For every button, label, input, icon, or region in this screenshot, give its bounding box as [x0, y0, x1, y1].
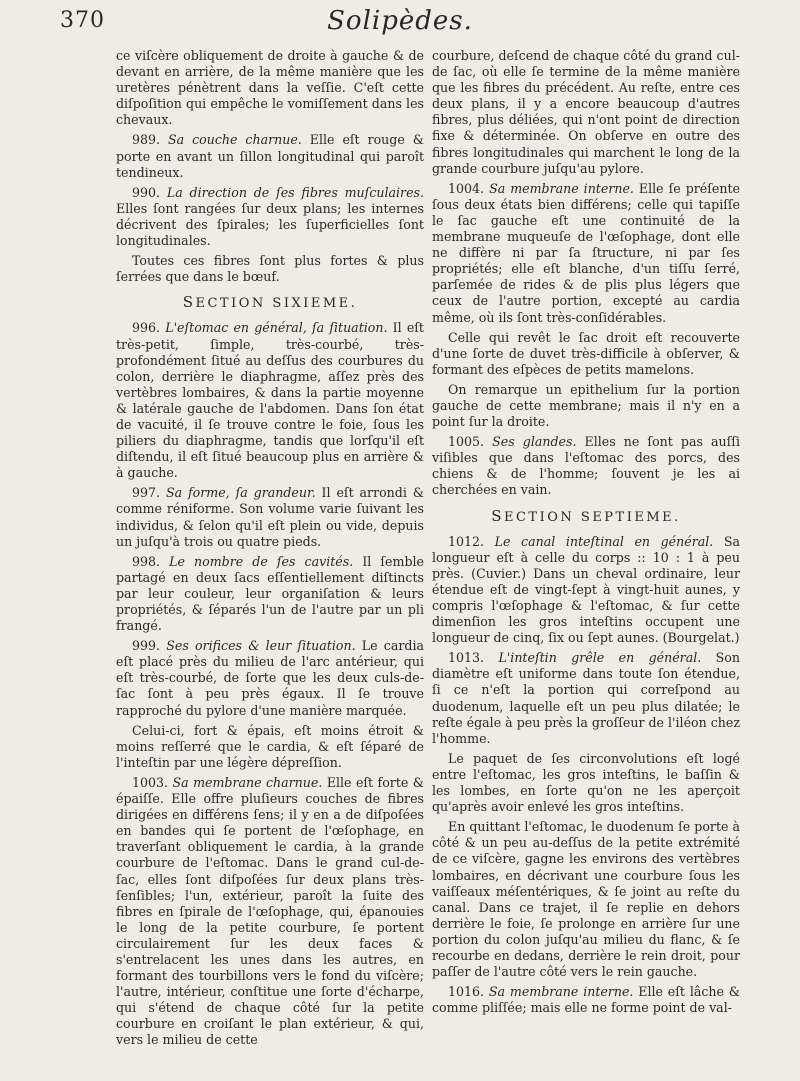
paragraph-number: 999. — [132, 638, 161, 654]
paragraph-title: Sa membrane charnue. — [172, 774, 323, 790]
paragraph-number: 1005. — [448, 434, 485, 450]
paragraph-title: Sa membrane interne. — [488, 984, 634, 1000]
paragraph-1005 — [432, 434, 740, 498]
paragraph-text: Elle eſt forte & épaiſſe. Elle offre pluſieurs couches de fibres dirigées en différens ſens; il y en a de diſpoſées en bandes qui ſe portent de l'œſophage, en traverſant obliquement le cardia, à la grande courbure de l'eſtomac. Dans le grand cul-de-ſac, elles ſont diſpoſées ſur deux plans très-ſenſibles; l'un, extérieur, paroît la ſuite des fibres en ſpirale de l'œſophage, qui, épanouies le long de la petite courbure, ſe portent circulairement ſur les deux faces & s'entrelacent les unes dans les autres, en formant des tourbillons vers le fond du viſcère; l'autre, intérieur, conſtitue une ſorte d'écharpe, qui s'étend de chaque côté ſur la petite courbure en croiſant le plan extérieur, & qui, vers le milieu de cette — [116, 774, 424, 1048]
paragraph-text: Elle eſt lâche & comme pliſſée; mais elle ne forme point de val- — [432, 984, 741, 1016]
paragraph-1003 — [116, 775, 424, 1049]
paragraph-number: 989. — [132, 132, 161, 148]
paragraph-number: 1016. — [448, 984, 485, 1000]
paragraph-number: 997. — [132, 485, 161, 501]
paragraph-number: 998. — [132, 553, 161, 569]
paragraph-title: Le nombre de ſes cavités. — [169, 553, 354, 569]
paragraph-1013-duodenum: En quittant l'eſtomac, le duodenum ſe porte à côté & un peu au-deſſus de la petite extrémité de ce viſcère, gagne les environs des vertèbres lombaires, en décrivant une courbure ſous les vaiſſeaux méſentériques, & ſe joint au reſte du canal. Dans ce trajet, il ſe replie en dehors derrière le foie, ſe prolonge en arrière ſur une portion du colon juſqu'au milieu du flanc, & ſe recourbe en dedans, derrière le rein droit, pour paſſer de l'autre côté vers le rein gauche. — [432, 819, 740, 980]
paragraph-1013 — [432, 650, 740, 747]
right-column — [432, 48, 740, 1020]
paragraph-number: 1012. — [448, 533, 485, 549]
paragraph-text: Le cardia eſt placé près du milieu de l'arc antérieur, qui eſt très-courbé, de ſorte que les deux culs-de-ſac ſont à peu près égaux. Il ſe trouve rapproché du pylore d'une manière marquée. — [116, 638, 424, 718]
section-heading-initial: S — [491, 506, 504, 525]
paragraph-text: Il eſt arrondi & comme réniforme. Son volume varie ſuivant les individus, & ſelon qu'il eſt plein ou vide, depuis un juſqu'à trois ou quatre pieds. — [116, 485, 424, 549]
paragraph-text: Sa longueur eſt à celle du corps :: 10 : 1 à peu près. (Cuvier.) Dans un cheval ordinaire, leur étendue eſt de vingt-ſept à vingt-huit aunes, y compris l'œſophage & l'eſtomac, & ſur cette dimenſion les gros inteſtins occupent une longueur de cinq, ſix ou ſept aunes. (Bourgelat.) — [432, 533, 740, 646]
paragraph-1004-continued: Celle qui revêt le ſac droit eſt recouverte d'une ſorte de duvet très-difficile à obſerver, & formant des eſpèces de petits mamelons. — [432, 329, 740, 377]
paragraph-number: 1013. — [448, 650, 485, 666]
paragraph-1013-continued: Le paquet de ſes circonvolutions eſt logé entre l'eſtomac, les gros inteſtins, le baſſin & les lombes, en ſorte qu'on ne les aperçoit qu'après avoir enlevé les gros inteſtins. — [432, 750, 740, 815]
paragraph-1004-epithelium: On remarque un epithelium ſur la portion gauche de cette membrane; mais il n'y en a point ſur la droite. — [432, 381, 740, 430]
paragraph-1004 — [432, 181, 740, 326]
paragraph-text: Elles ſont rangées ſur deux plans; les internes décrivent des ſpirales; les ſuperficielles ſont longitudinales. — [116, 200, 424, 249]
paragraph-1016 — [432, 984, 740, 1016]
paragraph-continuation: ce viſcère obliquement de droite à gauche & de devant en arrière, de la même manière que les uretères pénètrent dans la veſſie. C'eſt cette diſpoſition qui empêche le vomiſſement dans les chevaux. — [116, 48, 424, 128]
paragraph-999 — [116, 638, 424, 718]
paragraph-text: Elle eſt rouge & porte en avant un ſillon longitudinal qui paroît tendineux. — [116, 132, 424, 180]
section-heading-seventh — [432, 508, 740, 526]
paragraph-997 — [116, 485, 424, 549]
paragraph-continuation: courbure, deſcend de chaque côté du grand cul-de ſac, où elle ſe termine de la même manière que les fibres du précédent. Au reſte, entre ces deux plans, il y a encore beaucoup d'autres fibres, plus déliées, qui n'ont point de direction fixe & déterminée. On obſerve en outre des fibres longitudinales qui marchent le long de la grande courbure juſqu'au pylore. — [432, 48, 740, 176]
page-number: 370 — [60, 8, 105, 33]
paragraph-text: Elles ne ſont pas auſſi viſibles que dans l'eſtomac des porcs, des chiens & de l'homme; ſouvent je les ai cherchées en vain. — [432, 434, 740, 498]
paragraph-number: 996. — [132, 320, 161, 336]
paragraph-title: Sa couche charnue. — [168, 132, 302, 148]
paragraph-990 — [116, 185, 424, 249]
section-heading-rest: ECTION SEPTIEME. — [504, 509, 681, 525]
paragraph-text: Il ſemble partagé en deux ſacs eſſentiellement diſtincts par leur couleur, leur organiſation & leurs propriétés, & ſéparés l'un de l'autre par un pli frangé. — [116, 553, 424, 634]
running-title: Solipèdes. — [327, 6, 473, 36]
paragraph-number: 1004. — [448, 180, 485, 196]
paragraph-number: 1003. — [132, 774, 169, 790]
paragraph-998 — [116, 554, 424, 634]
paragraph-1012 — [432, 534, 740, 647]
paragraph-title: Ses glandes. — [492, 434, 577, 450]
section-heading-rest: ECTION SIXIEME. — [195, 296, 358, 312]
paragraph-996 — [116, 320, 424, 481]
paragraph-text: Il eſt très-petit, ſimple, très-courbé, très-profondément ſitué au deſſus des courbures du colon, derrière le diaphragme, aſſez près des vertèbres lombaires, & dans la partie moyenne & latérale gauche de l'abdomen. Dans ſon état de vacuité, il ſe trouve contre le foie, ſous les piliers du diaphragme, tandis que lorſqu'il eſt diſtendu, il eſt ſitué beaucoup plus en arrière & à gauche. — [116, 320, 424, 481]
paragraph-989 — [116, 132, 424, 180]
paragraph-text: Elle ſe préſente ſous deux états bien différens; celle qui tapiſſe le ſac gauche eſt une continuité de la membrane muqueuſe de l'œſophage, dont elle ne diffère ni par ſa ſtructure, ni par ſes propriétés; elle eſt blanche, d'un tiſſu ſerré, parſemée de rides & de plis plus légers que ceux de l'autre portion, excepté au cardia même, où ils ſont très-conſidérables. — [432, 180, 740, 325]
section-heading-sixth — [116, 294, 424, 312]
paragraph-title: Sa membrane interne. — [489, 180, 634, 196]
paragraph-title: L'eſtomac en général, ſa ſituation. — [165, 320, 388, 336]
paragraph-title: Ses orifices & leur ſituation. — [166, 638, 356, 654]
paragraph-title: La direction de ſes fibres muſculaires. — [166, 184, 424, 200]
left-column — [116, 48, 424, 1053]
paragraph-999-continued: Celui-ci, fort & épais, eſt moins étroit & moins reſſerré que le cardia, & eſt ſéparé de l'inteſtin par une légère dépreſſion. — [116, 722, 424, 770]
paragraph-title: Le canal inteſtinal en général. — [494, 533, 714, 549]
section-heading-initial: S — [182, 293, 196, 312]
paragraph-number: 990. — [132, 184, 161, 200]
paragraph-text: Son diamètre eſt uniforme dans toute ſon étendue, ſi ce n'eſt la portion qui correſpond au duodenum, laquelle eſt un peu plus dilatée; le reſte égale à peu près la groſſeur de l'iléon chez l'homme. — [432, 650, 740, 746]
paragraph-title: Sa forme, ſa grandeur. — [165, 485, 316, 501]
paragraph-title: L'inteſtin grêle en général. — [498, 650, 702, 666]
paragraph-990-continued: Toutes ces fibres ſont plus fortes & plus ſerrées que dans le bœuf. — [116, 253, 424, 285]
